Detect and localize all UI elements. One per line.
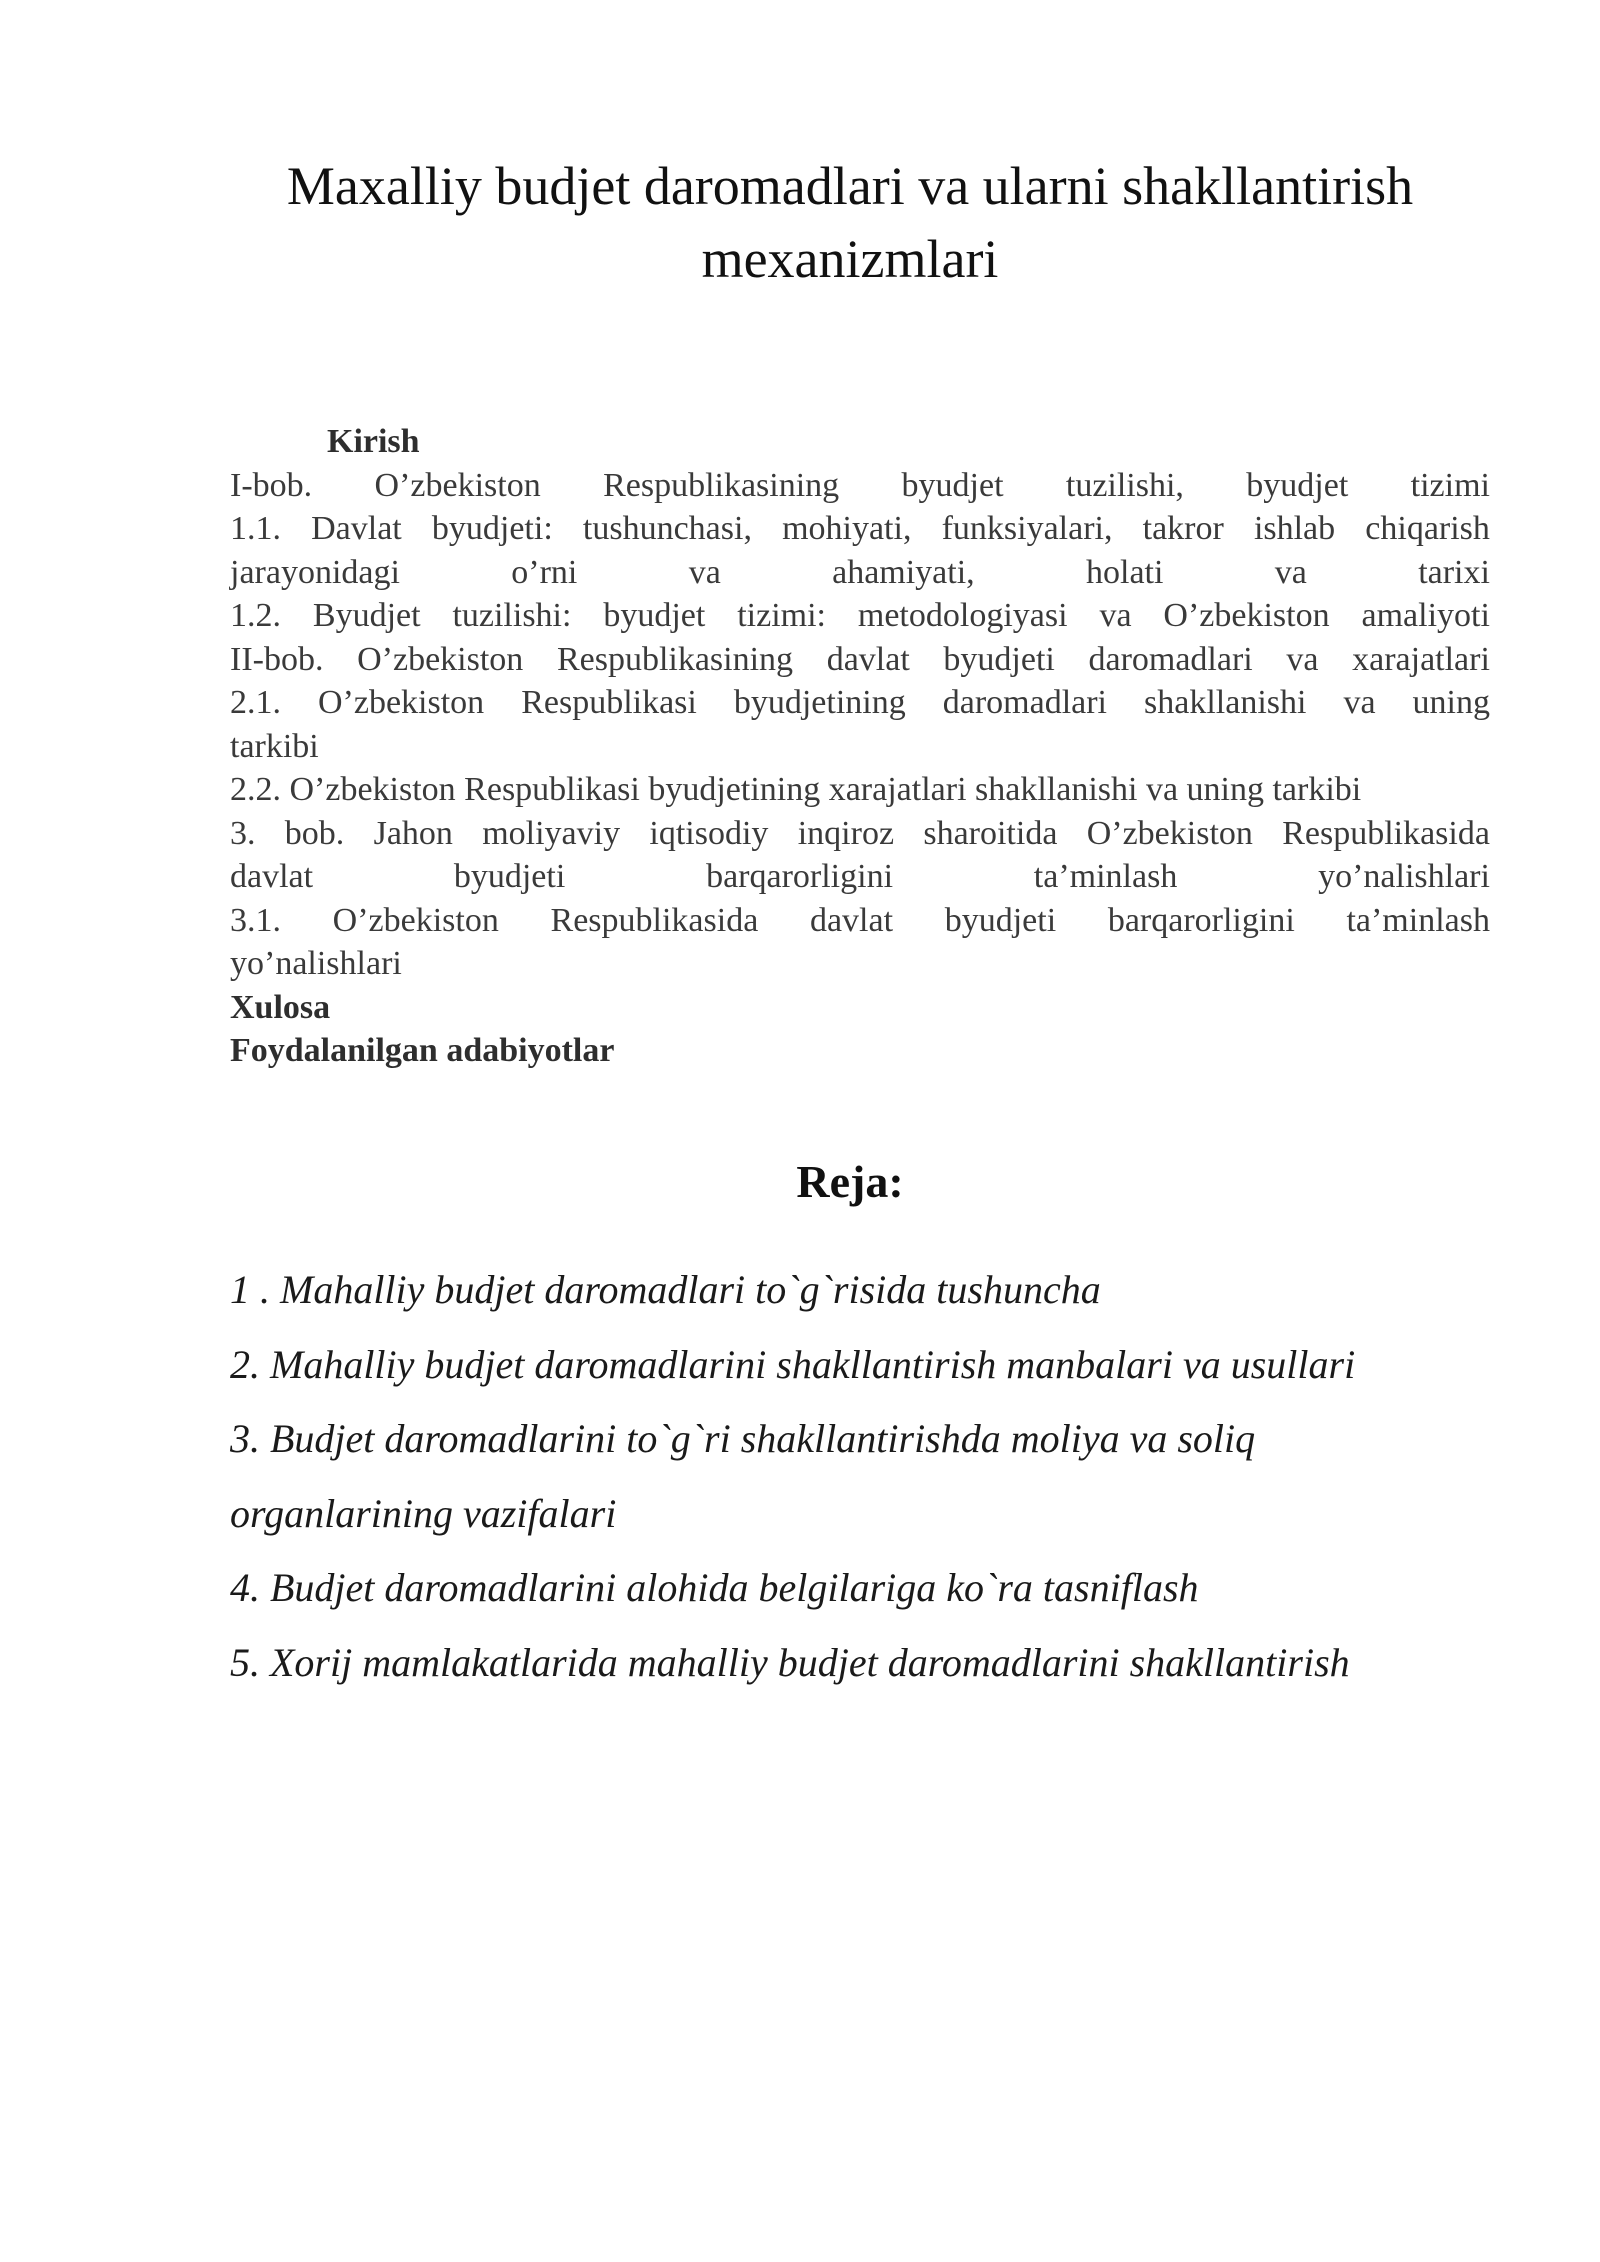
toc-chapter-3-continued	[230, 855, 1490, 899]
toc-word: va	[688, 553, 721, 591]
toc-conclusion: Xulosa	[230, 988, 331, 1026]
table-of-contents	[230, 420, 1490, 1073]
plan-list	[230, 1253, 1490, 1700]
toc-word: byudjet	[1246, 466, 1349, 504]
toc-word: chiqarish	[1365, 510, 1490, 547]
toc-word: I-bob.	[230, 466, 313, 504]
toc-word: tushunchasi,	[582, 510, 752, 547]
toc-word: inqiroz	[797, 814, 895, 852]
toc-word: takror	[1142, 510, 1224, 547]
toc-word: mohiyati,	[782, 510, 912, 547]
toc-word: 3.1.	[230, 901, 281, 939]
toc-word: barqarorligini	[1107, 901, 1295, 939]
toc-word: shakllanishi	[1144, 684, 1307, 721]
toc-word: byudjet	[603, 597, 706, 634]
toc-word: 1.1.	[230, 510, 281, 547]
toc-word: 3.	[230, 814, 256, 852]
toc-word: uning	[1412, 684, 1490, 721]
toc-word: ahamiyati,	[832, 553, 975, 591]
toc-chapter-1	[230, 464, 1490, 508]
toc-word: 2.1.	[230, 684, 281, 721]
toc-word: sharoitida	[923, 814, 1058, 852]
toc-word: moliyaviy	[482, 814, 621, 852]
plan-item: 2. Mahalliy budjet daromadlarini shakllantirish manbalari va usullari	[230, 1341, 1356, 1387]
toc-word: Byudjet	[312, 597, 421, 634]
toc-word: tuzilishi,	[1065, 466, 1184, 504]
toc-word: byudjet	[901, 466, 1004, 504]
plan-item: 5. Xorij mamlakatlarida mahalliy budjet daromadlarini shakllantirish	[230, 1639, 1350, 1685]
toc-word: va	[1286, 640, 1319, 678]
toc-word: ta’minlash	[1033, 858, 1178, 895]
toc-word: byudjeti	[943, 640, 1055, 678]
toc-word: metodologiyasi	[857, 597, 1068, 634]
toc-word: tarixi	[1418, 553, 1490, 591]
plan-item: 1 . Mahalliy budjet daromadlari to`g`risida tushuncha	[230, 1267, 1101, 1312]
toc-intro: Kirish	[327, 423, 420, 460]
toc-word: va	[1099, 597, 1132, 634]
toc-word: funksiyalari,	[941, 510, 1113, 547]
toc-section-3-1	[230, 899, 1490, 943]
toc-word: tizimi:	[737, 597, 826, 634]
toc-word: iqtisodiy	[649, 814, 769, 852]
toc-word: Respublikasida	[1282, 814, 1490, 852]
toc-chapter-2	[230, 638, 1490, 682]
toc-word: O’zbekiston	[357, 640, 524, 678]
plan-item: 3. Budjet daromadlarini to`g`ri shakllantirishda moliya va soliq	[230, 1416, 1256, 1461]
toc-word: Respublikasida	[550, 901, 759, 939]
toc-references: Foydalanilgan adabiyotlar	[230, 1032, 615, 1069]
toc-word: barqarorligini	[706, 858, 894, 895]
toc-word: byudjeti	[453, 858, 566, 895]
toc-word: tizimi	[1410, 466, 1490, 504]
toc-section-1-1	[230, 507, 1490, 551]
document-title	[200, 150, 1500, 296]
toc-word: O’zbekiston	[1086, 814, 1253, 852]
toc-word: va	[1274, 553, 1307, 591]
toc-chapter-3	[230, 812, 1490, 856]
toc-word: o’rni	[511, 553, 578, 591]
toc-word: Respublikasining	[603, 466, 840, 504]
title-line-1: Maxalliy budjet daromadlari va ularni shakllantirish	[286, 156, 1414, 216]
toc-section-2-1-continued: tarkibi	[230, 727, 319, 765]
toc-word: va	[1343, 684, 1376, 721]
toc-word: O’zbekiston	[374, 466, 541, 504]
toc-section-1-2	[230, 594, 1490, 638]
toc-word: ta’minlash	[1346, 901, 1490, 939]
toc-word: tuzilishi:	[452, 597, 572, 634]
toc-section-1-1-continued	[230, 551, 1490, 595]
toc-section-2-2: 2.2. O’zbekiston Respublikasi byudjetining xarajatlari shakllanishi va uning tarkibi	[230, 771, 1362, 808]
toc-word: daromadlari	[942, 684, 1108, 721]
plan-heading: Reja:	[796, 1156, 904, 1207]
toc-word: davlat	[809, 901, 894, 939]
toc-section-2-1	[230, 681, 1490, 725]
toc-word: byudjeti	[944, 901, 1057, 939]
toc-word: byudjeti:	[431, 510, 553, 547]
toc-word: daromadlari	[1088, 640, 1253, 678]
toc-word: O’zbekiston	[1163, 597, 1330, 634]
toc-word: jarayonidagi	[230, 553, 400, 591]
toc-word: Davlat	[311, 510, 402, 547]
toc-word: holati	[1086, 553, 1164, 591]
toc-word: O’zbekiston	[318, 684, 485, 721]
toc-word: davlat	[230, 858, 314, 895]
title-line-2: mexanizmlari	[701, 229, 999, 289]
toc-word: byudjetining	[733, 684, 906, 721]
plan-item-continued: organlarining vazifalari	[230, 1490, 617, 1536]
toc-word: ishlab	[1253, 510, 1336, 547]
toc-word: 1.2.	[230, 597, 281, 634]
toc-word: davlat	[826, 640, 910, 678]
toc-word: Jahon	[373, 814, 453, 852]
toc-section-3-1-continued: yo’nalishlari	[230, 945, 402, 982]
toc-word: O’zbekiston	[332, 901, 499, 939]
toc-word: II-bob.	[230, 640, 324, 678]
toc-word: Respublikasining	[556, 640, 794, 678]
toc-word: bob.	[284, 814, 345, 852]
toc-word: amaliyoti	[1361, 597, 1490, 634]
toc-word: xarajatlari	[1352, 640, 1490, 678]
toc-word: yo’nalishlari	[1318, 858, 1490, 895]
toc-word: Respublikasi	[521, 684, 697, 721]
plan-item: 4. Budjet daromadlarini alohida belgilariga ko`ra tasniflash	[230, 1565, 1199, 1610]
